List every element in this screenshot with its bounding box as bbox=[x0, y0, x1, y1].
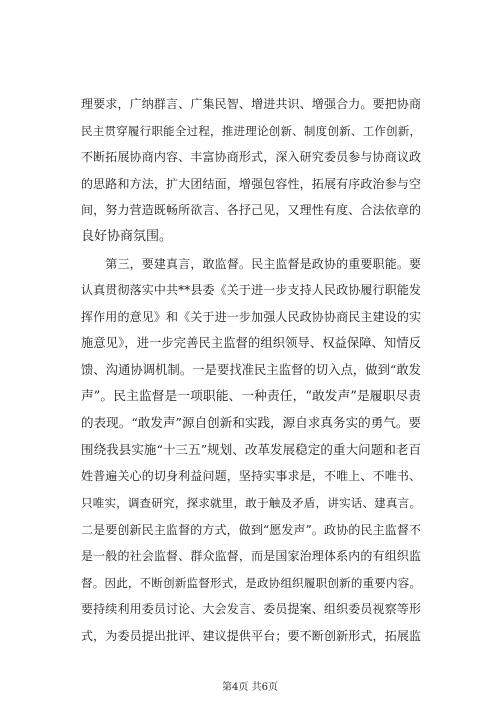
text-line: 是一般的社会监督、群众监督，而是国家治理体系内的有组织监 bbox=[81, 549, 421, 564]
text-line: 不断拓展协商内容、丰富协商形式，深入研究委员参与协商议政 bbox=[81, 150, 421, 165]
text-line: 二是要创新民主监督的方式，做到“愿发声”。政协的民主监督不 bbox=[81, 522, 421, 537]
text-line: 督。因此，不断创新监督形式，是政协组织履职创新的重要内容。 bbox=[81, 575, 421, 590]
text-line: 只唯实，调查研究，探求就里，敢于触及矛盾，讲实话、建真言。 bbox=[81, 495, 421, 510]
text-line: 间，努力营造既畅所欲言、各抒己见，又理性有度、合法依章的 bbox=[81, 203, 421, 218]
text-line: 良好协商氛围。 bbox=[81, 228, 173, 244]
text-line: 围绕我县实施“十三五”规划、改革发展稳定的重大问题和老百 bbox=[81, 441, 421, 457]
text-line: 挥作用的意见》和《关于进一步加强人民政协协商民主建设的实 bbox=[81, 309, 421, 324]
text-line: 理要求，广纳群言、广集民智、增进共识、增强合力。要把协商 bbox=[81, 97, 421, 111]
text-line: 认真贯彻落实中共**县委《关于进一步支持人民政协履行职能发 bbox=[81, 283, 421, 298]
text-line: 声”。民主监督是一项职能、一种责任，“敢发声”是履职尽责 bbox=[81, 388, 421, 404]
text-line: 式，为委员提出批评、建议提供平台；要不断创新形式，拓展监 bbox=[81, 628, 421, 643]
text-line: 的表现。“敢发声”源自创新和实践，源自求真务实的勇气。要 bbox=[81, 415, 421, 431]
text-line: 第三，要建真言，敢监督。民主监督是政协的重要职能。要 bbox=[81, 256, 421, 271]
text-line: 的思路和方法，扩大团结面，增强包容性，拓展有序政治参与空 bbox=[81, 176, 421, 191]
text-line: 馈、沟通协调机制。一是要找准民主监督的切入点，做到“敢发 bbox=[81, 362, 421, 377]
page-number: 第4页 共6页 bbox=[222, 682, 278, 693]
text-line: 姓普遍关心的切身利益问题，坚持实事求是，不唯上、不唯书、 bbox=[81, 469, 421, 484]
text-line: 民主贯穿履行职能全过程，推进理论创新、制度创新、工作创新， bbox=[81, 123, 421, 138]
text-line: 施意见》，进一步完善民主监督的组织领导、权益保障、知情反 bbox=[81, 336, 421, 351]
document-body bbox=[81, 91, 421, 649]
text-line: 要持续利用委员讨论、大会发言、委员提案、组织委员视察等形 bbox=[81, 602, 421, 617]
